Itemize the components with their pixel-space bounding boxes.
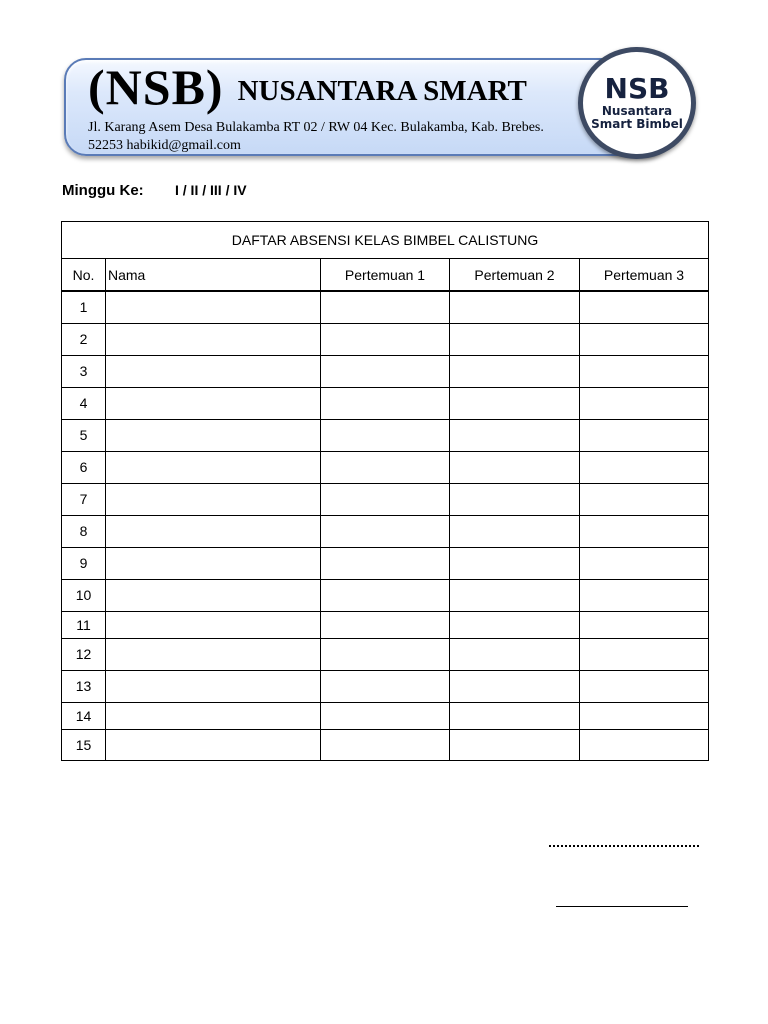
column-header-no: No. — [62, 259, 106, 292]
pertemuan-3-cell[interactable] — [580, 387, 709, 419]
pertemuan-3-cell[interactable] — [580, 483, 709, 515]
row-number: 6 — [62, 451, 106, 483]
table-row — [62, 729, 709, 760]
name-cell[interactable] — [106, 702, 321, 729]
pertemuan-3-cell[interactable] — [580, 355, 709, 387]
signature-line — [556, 906, 688, 907]
row-number: 1 — [62, 291, 106, 323]
row-number: 4 — [62, 387, 106, 419]
row-number: 9 — [62, 547, 106, 579]
pertemuan-1-cell[interactable] — [321, 638, 450, 670]
pertemuan-2-cell[interactable] — [450, 547, 580, 579]
pertemuan-3-cell[interactable] — [580, 729, 709, 760]
table-row — [62, 387, 709, 419]
pertemuan-2-cell[interactable] — [450, 579, 580, 611]
table-row — [62, 451, 709, 483]
table-row — [62, 611, 709, 638]
pertemuan-2-cell[interactable] — [450, 291, 580, 323]
table-row — [62, 515, 709, 547]
logo-line-1: Nusantara — [601, 104, 673, 118]
week-label: Minggu Ke: — [62, 182, 144, 199]
row-number: 10 — [62, 579, 106, 611]
pertemuan-3-cell[interactable] — [580, 670, 709, 702]
pertemuan-2-cell[interactable] — [450, 387, 580, 419]
pertemuan-3-cell[interactable] — [580, 323, 709, 355]
name-cell[interactable] — [106, 291, 321, 323]
table-row — [62, 670, 709, 702]
signature-dotted-line — [549, 835, 699, 847]
name-cell[interactable] — [106, 419, 321, 451]
pertemuan-1-cell[interactable] — [321, 387, 450, 419]
pertemuan-3-cell[interactable] — [580, 515, 709, 547]
pertemuan-2-cell[interactable] — [450, 355, 580, 387]
name-cell[interactable] — [106, 387, 321, 419]
pertemuan-2-cell[interactable] — [450, 702, 580, 729]
pertemuan-1-cell[interactable] — [321, 291, 450, 323]
name-cell[interactable] — [106, 515, 321, 547]
row-number: 8 — [62, 515, 106, 547]
pertemuan-1-cell[interactable] — [321, 483, 450, 515]
name-cell[interactable] — [106, 611, 321, 638]
pertemuan-1-cell[interactable] — [321, 702, 450, 729]
pertemuan-1-cell[interactable] — [321, 729, 450, 760]
pertemuan-1-cell[interactable] — [321, 611, 450, 638]
row-number: 2 — [62, 323, 106, 355]
pertemuan-3-cell[interactable] — [580, 419, 709, 451]
name-cell[interactable] — [106, 355, 321, 387]
name-cell[interactable] — [106, 729, 321, 760]
row-number: 3 — [62, 355, 106, 387]
header-title — [88, 58, 527, 116]
name-cell[interactable] — [106, 670, 321, 702]
pertemuan-3-cell[interactable] — [580, 579, 709, 611]
pertemuan-2-cell[interactable] — [450, 638, 580, 670]
pertemuan-3-cell[interactable] — [580, 547, 709, 579]
pertemuan-2-cell[interactable] — [450, 515, 580, 547]
row-number: 5 — [62, 419, 106, 451]
pertemuan-2-cell[interactable] — [450, 670, 580, 702]
pertemuan-1-cell[interactable] — [321, 579, 450, 611]
table-title: DAFTAR ABSENSI KELAS BIMBEL CALISTUNG — [62, 222, 709, 259]
pertemuan-2-cell[interactable] — [450, 419, 580, 451]
table-row — [62, 419, 709, 451]
table-row — [62, 702, 709, 729]
pertemuan-1-cell[interactable] — [321, 355, 450, 387]
table-row — [62, 579, 709, 611]
pertemuan-3-cell[interactable] — [580, 702, 709, 729]
table-row — [62, 483, 709, 515]
pertemuan-1-cell[interactable] — [321, 323, 450, 355]
pertemuan-2-cell[interactable] — [450, 729, 580, 760]
name-cell[interactable] — [106, 638, 321, 670]
name-cell[interactable] — [106, 451, 321, 483]
pertemuan-1-cell[interactable] — [321, 515, 450, 547]
header-abbr: (NSB) — [88, 59, 224, 115]
row-number: 12 — [62, 638, 106, 670]
column-header-pertemuan-3: Pertemuan 3 — [580, 259, 709, 292]
pertemuan-2-cell[interactable] — [450, 451, 580, 483]
row-number: 7 — [62, 483, 106, 515]
name-cell[interactable] — [106, 483, 321, 515]
pertemuan-1-cell[interactable] — [321, 451, 450, 483]
logo-abbr: NSB — [604, 72, 670, 105]
table-row — [62, 638, 709, 670]
row-number: 11 — [62, 611, 106, 638]
row-number: 15 — [62, 729, 106, 760]
column-header-pertemuan-2: Pertemuan 2 — [450, 259, 580, 292]
pertemuan-3-cell[interactable] — [580, 638, 709, 670]
row-number: 14 — [62, 702, 106, 729]
pertemuan-1-cell[interactable] — [321, 670, 450, 702]
pertemuan-1-cell[interactable] — [321, 419, 450, 451]
name-cell[interactable] — [106, 323, 321, 355]
logo-line-2: Smart Bimbel — [591, 117, 683, 131]
nsb-logo — [578, 47, 696, 159]
pertemuan-3-cell[interactable] — [580, 291, 709, 323]
table-row — [62, 291, 709, 323]
table-row — [62, 547, 709, 579]
pertemuan-3-cell[interactable] — [580, 451, 709, 483]
header-address: Jl. Karang Asem Desa Bulakamba RT 02 / RW 04 Kec. Bulakamba, Kab. Brebes. 52253 habikid@gmail.com — [88, 120, 544, 153]
name-cell[interactable] — [106, 579, 321, 611]
table-row — [62, 323, 709, 355]
pertemuan-2-cell[interactable] — [450, 323, 580, 355]
row-number: 13 — [62, 670, 106, 702]
attendance-table — [61, 221, 709, 761]
pertemuan-1-cell[interactable] — [321, 547, 450, 579]
column-header-nama: Nama — [106, 259, 321, 292]
pertemuan-3-cell[interactable] — [580, 611, 709, 638]
table-row — [62, 355, 709, 387]
pertemuan-2-cell[interactable] — [450, 483, 580, 515]
week-value: I / II / III / IV — [175, 182, 247, 198]
table-body — [62, 291, 709, 760]
header-name: NUSANTARA SMART — [237, 75, 527, 107]
name-cell[interactable] — [106, 547, 321, 579]
pertemuan-2-cell[interactable] — [450, 611, 580, 638]
column-header-pertemuan-1: Pertemuan 1 — [321, 259, 450, 292]
